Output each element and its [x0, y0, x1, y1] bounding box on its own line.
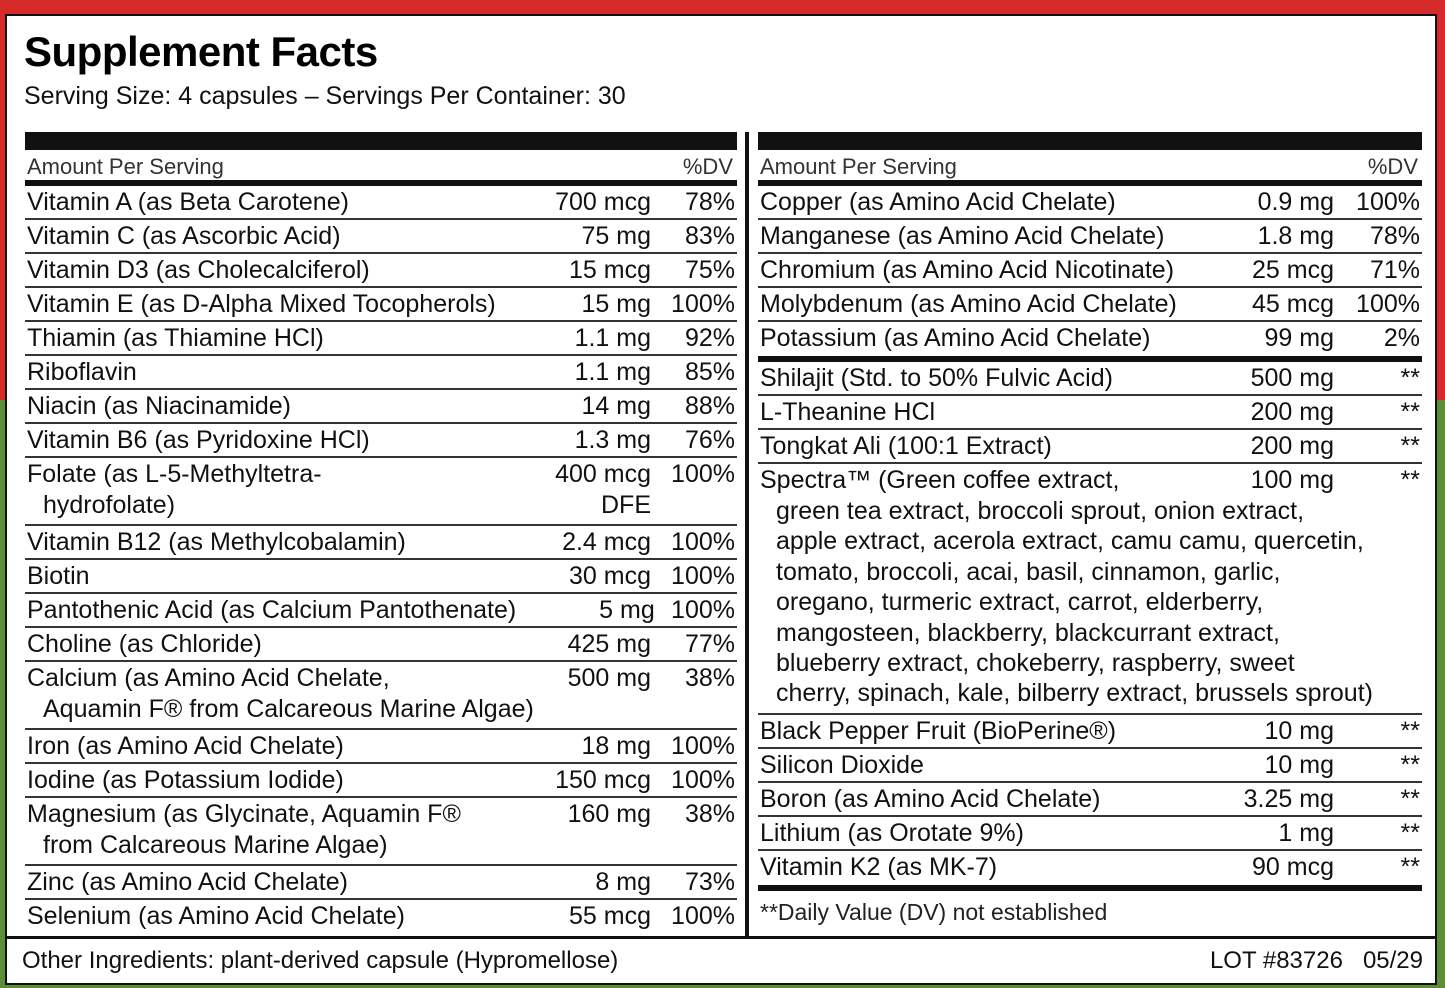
left-column	[25, 132, 737, 934]
nutrient-amount: 1.8 mg	[1257, 222, 1334, 250]
amount-per-serving-label: Amount Per Serving	[760, 154, 957, 179]
blend-row	[758, 430, 1422, 464]
nutrient-name: Calcium (as Amino Acid Chelate,	[27, 664, 390, 692]
spectra-ingredient-line: oregano, turmeric extract, carrot, elderberry,	[776, 588, 1264, 617]
nutrient-row	[758, 322, 1422, 356]
nutrient-amount: 0.9 mg	[1257, 188, 1334, 216]
nutrient-row	[25, 356, 737, 390]
other-ingredients: Other Ingredients: plant-derived capsule (Hypromellose)	[22, 947, 619, 974]
panel-title: Supplement Facts	[24, 28, 378, 75]
nutrient-row	[25, 560, 737, 594]
ingredient-dv: **	[1400, 819, 1420, 847]
nutrient-amount: 1.1 mg	[574, 358, 651, 386]
ingredient-name: L-Theanine HCl	[760, 398, 936, 426]
nutrient-amount: 700 mcg	[555, 188, 651, 216]
nutrient-dv: 100%	[1356, 188, 1420, 216]
nutrient-row	[758, 220, 1422, 254]
nutrient-name: Riboflavin	[27, 358, 137, 386]
serving-info: Serving Size: 4 capsules – Servings Per Container: 30	[24, 82, 626, 110]
nutrient-name: Copper (as Amino Acid Chelate)	[760, 188, 1116, 216]
ingredient-dv: **	[1400, 398, 1420, 426]
nutrient-dv: 100%	[671, 562, 735, 590]
nutrient-name: Vitamin E (as D-Alpha Mixed Tocopherols)	[27, 290, 496, 318]
nutrient-dv: 38%	[684, 664, 735, 692]
ingredient-name: Shilajit (Std. to 50% Fulvic Acid)	[760, 364, 1113, 392]
ingredient-dv: **	[1400, 751, 1420, 779]
nutrient-amount: 55 mcg	[569, 902, 651, 930]
ingredient-amount: 1 mg	[1278, 819, 1334, 847]
nutrient-row	[758, 288, 1422, 322]
nutrient-name: Manganese (as Amino Acid Chelate)	[760, 222, 1165, 250]
nutrient-amount: 30 mcg	[569, 562, 651, 590]
nutrient-row	[25, 186, 737, 220]
nutrient-row	[25, 424, 737, 458]
dv-footnote: **Daily Value (DV) not established	[760, 899, 1108, 925]
nutrient-amount: 99 mg	[1264, 324, 1334, 352]
nutrient-row	[25, 288, 737, 322]
nutrient-amount: 2.4 mcg	[562, 528, 651, 556]
nutrient-name: Thiamin (as Thiamine HCl)	[27, 324, 324, 352]
nutrient-dv: 100%	[671, 290, 735, 318]
nutrient-row	[25, 526, 737, 560]
nutrient-amount: 150 mcg	[555, 766, 651, 794]
nutrient-name: Folate (as L-5-Methyltetra-	[27, 460, 322, 488]
spectra-ingredient-line: green tea extract, broccoli sprout, onion extract,	[776, 497, 1305, 525]
nutrient-name: Vitamin A (as Beta Carotene)	[27, 188, 349, 216]
ingredient-dv: **	[1400, 717, 1420, 745]
nutrient-dv: 76%	[684, 426, 735, 454]
nutrient-name: Choline (as Chloride)	[27, 630, 262, 658]
nutrient-name: Chromium (as Amino Acid Nicotinate)	[760, 256, 1175, 284]
ingredient-amount: 90 mcg	[1252, 853, 1334, 881]
nutrient-amount: 18 mg	[581, 732, 651, 760]
column-header	[758, 150, 1422, 180]
nutrient-amount: 8 mg	[595, 868, 651, 896]
top-rule	[25, 132, 737, 150]
ingredient-dv: **	[1400, 785, 1420, 813]
nutrient-name: Biotin	[27, 562, 90, 590]
nutrient-row	[25, 900, 737, 934]
nutrient-amount: 15 mcg	[569, 256, 651, 284]
nutrient-name: Molybdenum (as Amino Acid Chelate)	[760, 290, 1177, 318]
spectra-name: Spectra™ (Green coffee extract,	[760, 466, 1120, 494]
nutrient-name: Magnesium (as Glycinate, Aquamin F®	[27, 800, 461, 828]
nutrient-dv: 75%	[684, 256, 735, 284]
nutrient-amount: 160 mg	[567, 800, 651, 828]
nutrient-name: Niacin (as Niacinamide)	[27, 392, 291, 420]
blend-row	[758, 396, 1422, 430]
nutrient-row	[758, 254, 1422, 288]
right-column	[758, 132, 1422, 926]
nutrient-name-cont: from Calcareous Marine Algae)	[43, 831, 388, 859]
spectra-ingredient-line: mangosteen, blackberry, blackcurrant extract,	[776, 618, 1280, 647]
spectra-ingredient-line: blueberry extract, chokeberry, raspberry, sweet	[776, 649, 1295, 678]
nutrient-amount: 1.1 mg	[574, 324, 651, 352]
nutrient-dv: 100%	[671, 732, 735, 760]
nutrient-dv: 83%	[684, 222, 735, 250]
nutrient-row	[25, 594, 737, 628]
nutrient-amount: 5 mg	[599, 596, 655, 624]
ingredient-name: Tongkat Ali (100:1 Extract)	[760, 432, 1052, 460]
nutrient-dv: 92%	[684, 324, 735, 352]
spectra-ingredient-line: tomato, broccoli, acai, basil, cinnamon, garlic,	[776, 557, 1281, 586]
spectra-blend-row	[758, 464, 1422, 715]
blend-row	[758, 817, 1422, 851]
nutrient-row	[25, 764, 737, 798]
nutrient-dv: 100%	[1356, 290, 1420, 318]
nutrient-amount: 25 mcg	[1252, 256, 1334, 284]
nutrient-name: Vitamin B6 (as Pyridoxine HCl)	[27, 426, 370, 454]
column-header	[25, 150, 737, 180]
nutrient-dv: 100%	[671, 766, 735, 794]
nutrient-dv: 78%	[684, 188, 735, 216]
nutrient-dv: 71%	[1369, 256, 1420, 284]
ingredient-amount: 3.25 mg	[1243, 785, 1334, 813]
nutrient-dv: 77%	[684, 630, 735, 658]
footer-bar	[7, 936, 1435, 983]
ingredient-amount: 200 mg	[1250, 432, 1334, 460]
nutrient-row	[25, 730, 737, 764]
nutrient-dv: 100%	[671, 460, 735, 488]
dv-label: %DV	[682, 154, 733, 179]
ingredient-name: Lithium (as Orotate 9%)	[760, 819, 1024, 847]
nutrient-dv: 100%	[671, 528, 735, 556]
nutrient-dv: 78%	[1369, 222, 1420, 250]
nutrient-name: Vitamin D3 (as Cholecalciferol)	[27, 256, 370, 284]
nutrient-dv: 100%	[671, 902, 735, 930]
spectra-ingredient-line: apple extract, acerola extract, camu camu, quercetin,	[776, 527, 1364, 556]
column-divider	[745, 132, 749, 936]
nutrient-name: Iron (as Amino Acid Chelate)	[27, 732, 344, 760]
nutrient-amount: 14 mg	[581, 392, 651, 420]
nutrient-amount-unit: DFE	[601, 491, 651, 519]
nutrient-row	[25, 866, 737, 900]
nutrient-row	[25, 390, 737, 424]
spectra-dv: **	[1400, 466, 1420, 494]
nutrient-dv: 2%	[1383, 324, 1420, 352]
nutrient-row	[25, 662, 737, 730]
nutrient-row	[25, 254, 737, 288]
nutrient-dv: 73%	[684, 868, 735, 896]
ingredient-dv: **	[1400, 432, 1420, 460]
ingredient-dv: **	[1400, 364, 1420, 392]
amount-per-serving-label: Amount Per Serving	[27, 154, 224, 179]
nutrient-name: Zinc (as Amino Acid Chelate)	[27, 868, 348, 896]
blend-row	[758, 715, 1422, 749]
nutrient-name: Selenium (as Amino Acid Chelate)	[27, 902, 405, 930]
nutrient-amount: 400 mcg	[555, 460, 651, 488]
nutrient-dv: 88%	[684, 392, 735, 420]
nutrient-row	[758, 186, 1422, 220]
nutrient-row	[25, 458, 737, 526]
ingredient-amount: 500 mg	[1250, 364, 1334, 392]
nutrient-amount: 500 mg	[567, 664, 651, 692]
spectra-ingredient-line: cherry, spinach, kale, bilberry extract, brussels sprout)	[776, 679, 1373, 708]
ingredient-dv: **	[1400, 853, 1420, 881]
ingredient-amount: 200 mg	[1250, 398, 1334, 426]
nutrient-name: Vitamin B12 (as Methylcobalamin)	[27, 528, 406, 556]
nutrient-row	[25, 220, 737, 254]
nutrient-row	[25, 628, 737, 662]
nutrient-name: Iodine (as Potassium Iodide)	[27, 766, 344, 794]
nutrient-name: Potassium (as Amino Acid Chelate)	[760, 324, 1151, 352]
top-rule	[758, 132, 1422, 150]
nutrient-name: Vitamin C (as Ascorbic Acid)	[27, 222, 341, 250]
nutrient-name: Pantothenic Acid (as Calcium Pantothenate)	[27, 596, 517, 624]
ingredient-name: Black Pepper Fruit (BioPerine®)	[760, 717, 1117, 745]
nutrient-amount: 45 mcg	[1252, 290, 1334, 318]
spectra-amount: 100 mg	[1250, 466, 1334, 494]
nutrient-amount: 75 mg	[581, 222, 651, 250]
ingredient-name: Silicon Dioxide	[760, 751, 924, 779]
nutrient-amount: 1.3 mg	[574, 426, 651, 454]
blend-row	[758, 362, 1422, 396]
ingredient-amount: 10 mg	[1264, 717, 1334, 745]
blend-row	[758, 851, 1422, 885]
nutrient-row	[25, 798, 737, 866]
nutrient-amount: 425 mg	[567, 630, 651, 658]
ingredient-name: Boron (as Amino Acid Chelate)	[760, 785, 1101, 813]
ingredient-name: Vitamin K2 (as MK-7)	[760, 853, 998, 881]
nutrient-dv: 85%	[684, 358, 735, 386]
lot-number: LOT #83726 05/29	[1209, 947, 1423, 974]
blend-row	[758, 783, 1422, 817]
nutrient-row	[25, 322, 737, 356]
nutrient-name-cont: Aquamin F® from Calcareous Marine Algae)	[43, 695, 534, 723]
nutrient-dv: 38%	[684, 800, 735, 828]
nutrient-amount: 15 mg	[581, 290, 651, 318]
nutrient-name-cont: hydrofolate)	[43, 491, 176, 519]
dv-label: %DV	[1367, 154, 1418, 179]
ingredient-amount: 10 mg	[1264, 751, 1334, 779]
blend-row	[758, 749, 1422, 783]
nutrient-dv: 100%	[671, 596, 735, 624]
supplement-facts-panel	[5, 14, 1437, 985]
